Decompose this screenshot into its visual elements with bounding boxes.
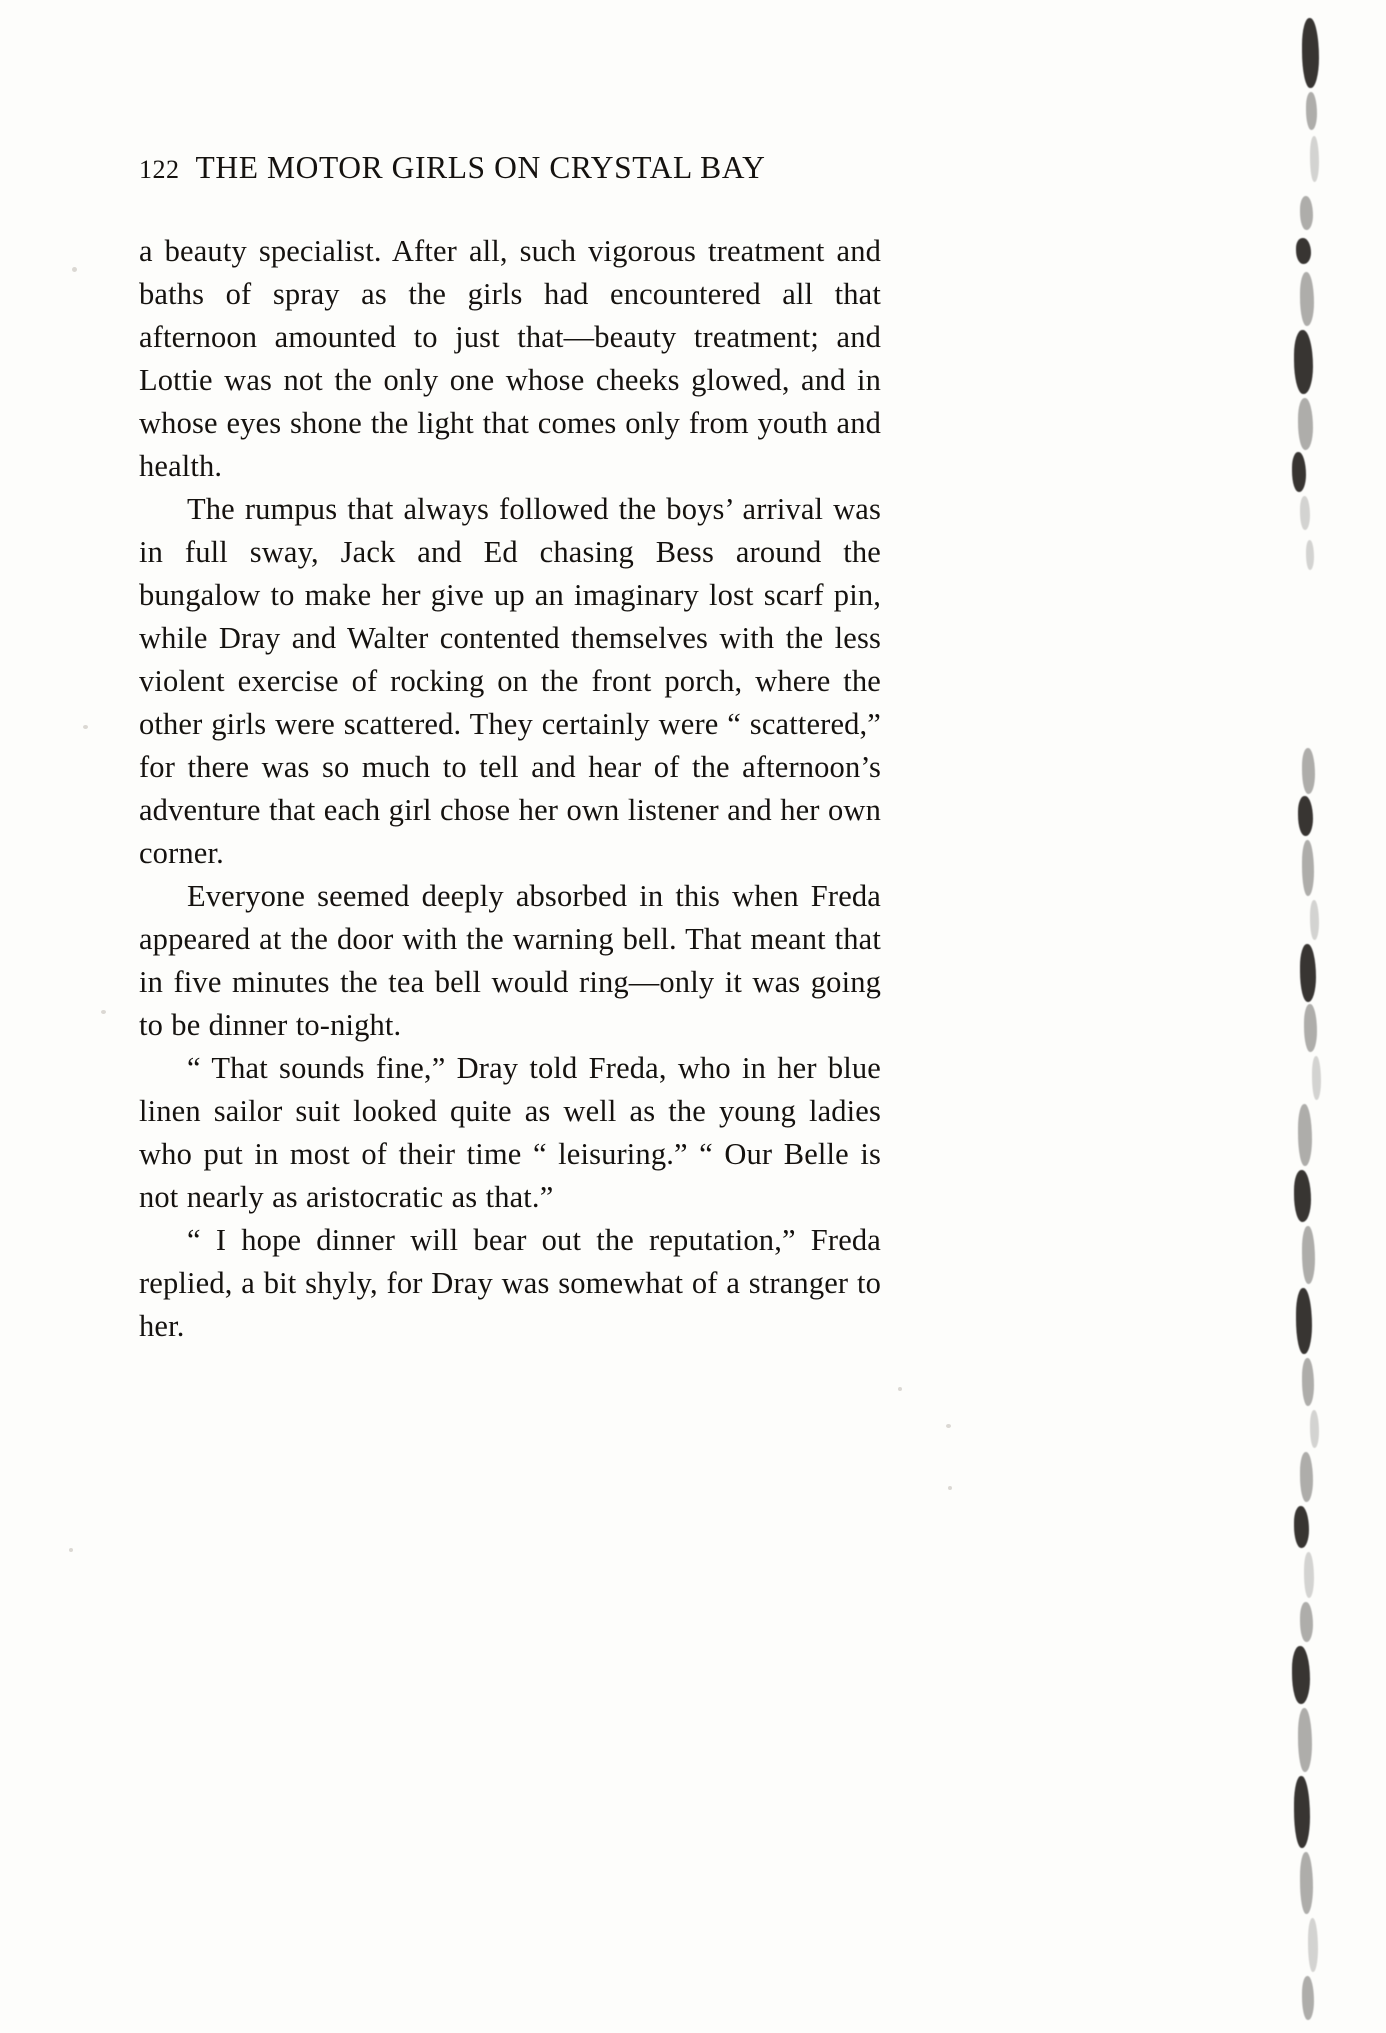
page-gutter-smudge xyxy=(1266,0,1386,2033)
book-title: THE MOTOR GIRLS ON CRYSTAL BAY xyxy=(195,150,766,185)
paragraph: “ I hope dinner will bear out the reputation,” Freda replied, a bit shyly, for Dray was somewhat of a stranger to her. xyxy=(139,1223,881,1343)
paragraph: “ That sounds fine,” Dray told Freda, who in her blue linen sailor suit looked quite as well as the young ladies who put in most of their time “ leisuring.” “ Our Belle is not nearly as aristocratic as that.” xyxy=(139,1051,881,1214)
paragraph: a beauty specialist. After all, such vigorous treatment and baths of spray as the girls had encountered all that afternoon amounted to just that—beauty treatment; and Lottie was not the only one whose cheeks glowed, and in whose eyes shone the light that comes only from youth and health. xyxy=(139,234,881,483)
scan-speck xyxy=(946,1424,951,1428)
scan-speck xyxy=(948,1486,952,1490)
scan-speck xyxy=(101,1010,106,1014)
scan-speck xyxy=(898,1387,902,1391)
scan-speck xyxy=(83,725,88,729)
paragraph: The rumpus that always followed the boys’ arrival was in full sway, Jack and Ed chasing Bess around the bungalow to make her give up an imaginary lost scarf pin, while Dray and Walter contented themselves with the less violent exercise of rocking on the front porch, where the other girls were scattered. They certainly were “ scattered,” for there was so much to tell and hear of the afternoon’s adventure that each girl chose her own listener and her own corner. xyxy=(139,492,881,870)
page-text-block xyxy=(139,150,881,1348)
scan-speck xyxy=(72,267,77,272)
paragraph: Everyone seemed deeply absorbed in this when Freda appeared at the door with the warning bell. That meant that in five minutes the tea bell would ring—only it was going to be dinner to-night. xyxy=(139,879,881,1042)
scan-speck xyxy=(69,1548,73,1552)
page-number: 122 xyxy=(139,155,180,184)
running-head xyxy=(139,150,881,186)
